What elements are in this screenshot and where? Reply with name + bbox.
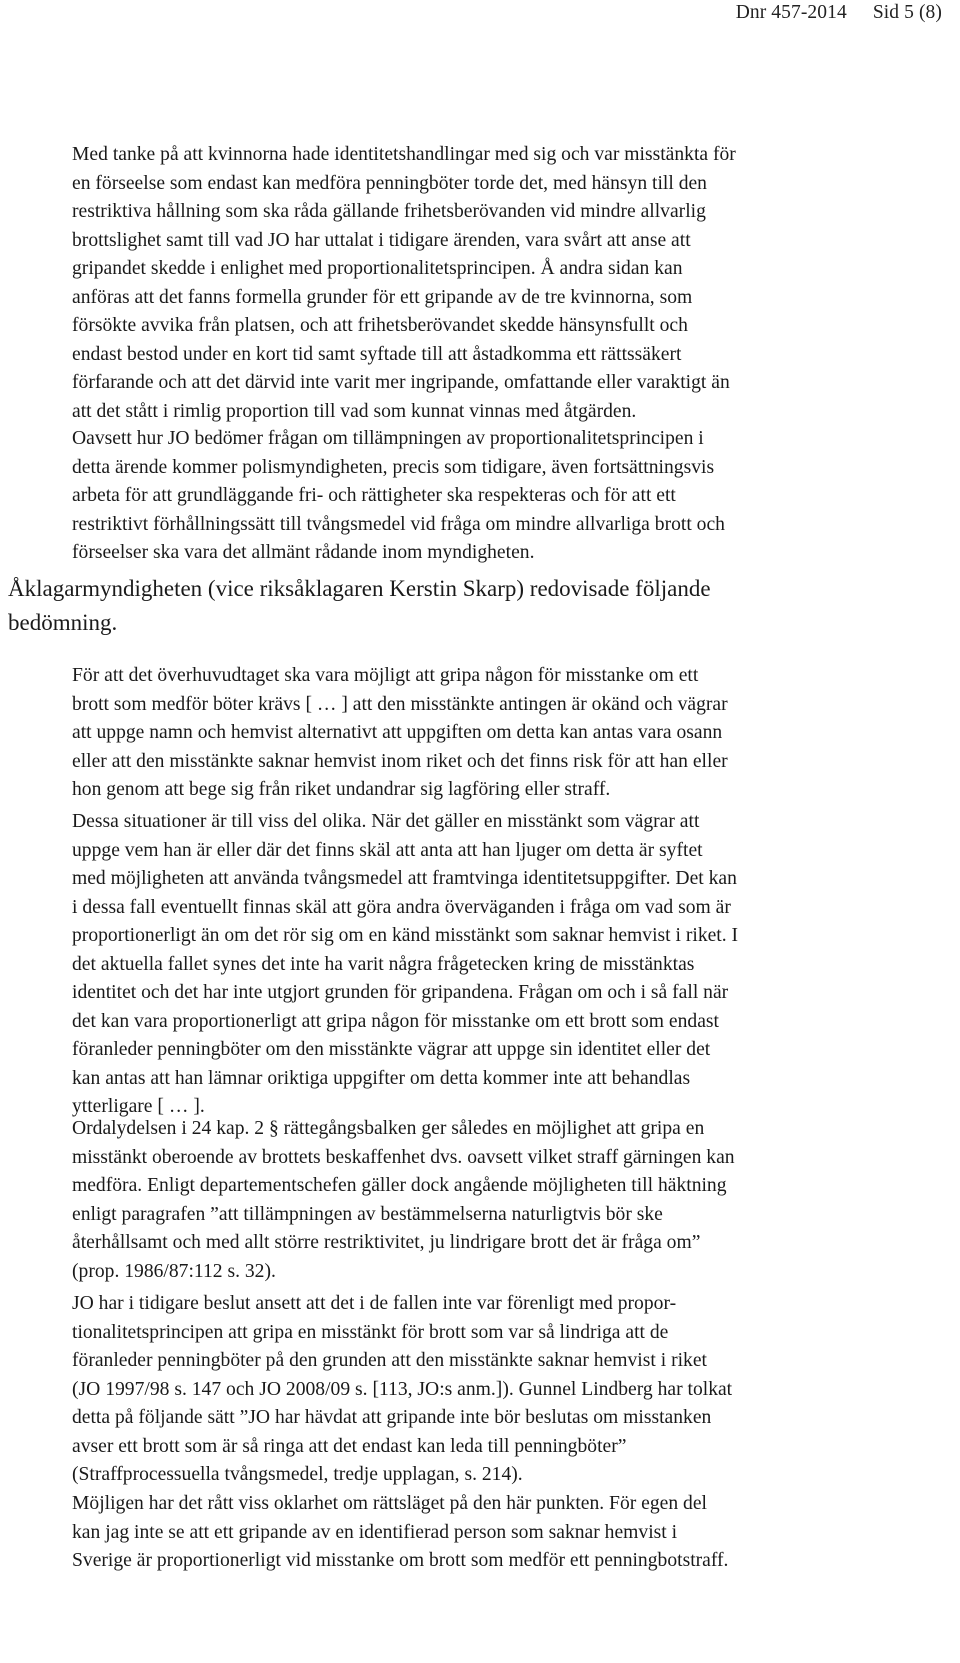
quote1-paragraph-1: Med tanke på att kvinnorna hade identitetshandlingar med sig och var misstänkta för en förseelse som endast kan medföra penningböter torde det, med hänsyn till den restriktiva hållning som ska råda gällande frihetsberövanden vid mindre allvarlig brottslighet samt till vad JO har uttalat i tidigare ärenden, vara svårt att anse att gripandet skedde i enlighet med proportionalitetsprincipen. Å andra sidan kan anföras att det fanns formella grunder för ett gripande av de tre kvinnorna, som försökte avvika från platsen, och att frihetsberövandet skedde hänsynsfullt och endast bestod under en kort tid samt syftade till att åstadkomma ett rättssäkert förfarande och att det därvid inte varit mer ingripande, omfattande eller varaktigt än att det stått i rimlig proportion till vad som kunnat vinnas med åtgärden. — [72, 144, 736, 422]
quote2-paragraph-3: Ordalydelsen i 24 kap. 2 § rättegångsbalken ger således en möjlighet att gripa en misstänkt oberoende av brottets beskaffenhet dvs. oavsett vilket straff gärningen kan medföra. Enligt departementschefen gäller dock angående möjligheten till häktning enligt paragrafen ”att tillämpningen av bestämmelserna naturligtvis bör ske återhållsamt och med allt större restriktivitet, ju lindrigare brott det är fråga om” (prop. 1986/87:112 s. 32). — [72, 1118, 735, 1282]
quote2-paragraph-2: Dessa situationer är till viss del olika. När det gäller en misstänkt som vägrar att uppge vem han är eller där det finns skäl att anta att han ljuger om detta är syftet med möjligheten att använda tvångsmedel att framtvinga identitetsuppgifter. Det kan i dessa fall eventuellt finnas skäl att göra andra överväganden i fråga om vad som är proportionerligt än om det rör sig om en känd misstänkt som saknar hemvist i riket. I det aktuella fallet synes det inte ha varit några frågetecken kring de misstänktas identitet och det har inte utgjort grunden för gripandena. Frågan om och i så fall när det kan vara proportionerligt att gripa någon för misstanke om ett brott som endast föranleder penningböter om den misstänkte vägrar att uppge sin identitet eller det kan antas att han lämnar oriktiga uppgifter om detta kommer inte att behandlas ytterligare [ … ]. — [72, 811, 739, 1117]
quote1-paragraph-2: Oavsett hur JO bedömer frågan om tillämpningen av proportionalitetsprincipen i detta ärende kommer polismyndigheten, precis som tidigare, även fortsättningsvis arbeta för att grundläggande fri- och rättigheter ska respekteras och för att ett restriktivt förhållningssätt till tvångsmedel vid fråga om mindre allvarliga brott och förseelser ska vara det allmänt rådande inom myndigheten. — [72, 428, 725, 563]
quote2-paragraph-4: JO har i tidigare beslut ansett att det i de fallen inte var förenligt med propor- tionalitetsprincipen att gripa en misstänkt för brott som var så lindriga att de föranleder penningböter på den grunden att den misstänkte saknar hemvist i riket (JO 1997/98 s. 147 och JO 2008/09 s. [113, JO:s anm.]). Gunnel Lindberg har tolkat detta på följande sätt ”JO har hävdat att gripande inte bör beslutas om misstanken avser ett brott som är så ringa att det endast kan leda till penningböter” (Straffprocessuella tvångsmedel, tredje upplagan, s. 214). — [72, 1293, 733, 1485]
document-number: Dnr 457-2014 — [735, 2, 847, 23]
quote2-paragraph-5: Möjligen har det rått viss oklarhet om rättsläget på den här punkten. För egen del kan jag inte se att ett gripande av en identifierad person som saknar hemvist i Sverige är proportionerligt vid misstanke om brott som medför ett penningbotstraff. — [72, 1493, 729, 1571]
quote2-paragraph-1: För att det överhuvudtaget ska vara möjligt att gripa någon för misstanke om ett brott som medför böter krävs [ … ] att den misstänkte antingen är okänd och vägrar att uppge namn och hemvist alternativt att uppgiften om detta kan antas vara osann eller att den misstänkte saknar hemvist inom riket och det finns risk för att han eller hon genom att bege sig från riket undandrar sig lagföring eller straff. — [72, 665, 728, 800]
section-heading: Åklagarmyndigheten (vice riksåklagaren Kerstin Skarp) redovisade följande bedömning. — [8, 576, 711, 635]
page-header — [736, 2, 942, 24]
page-number: Sid 5 (8) — [872, 2, 942, 23]
